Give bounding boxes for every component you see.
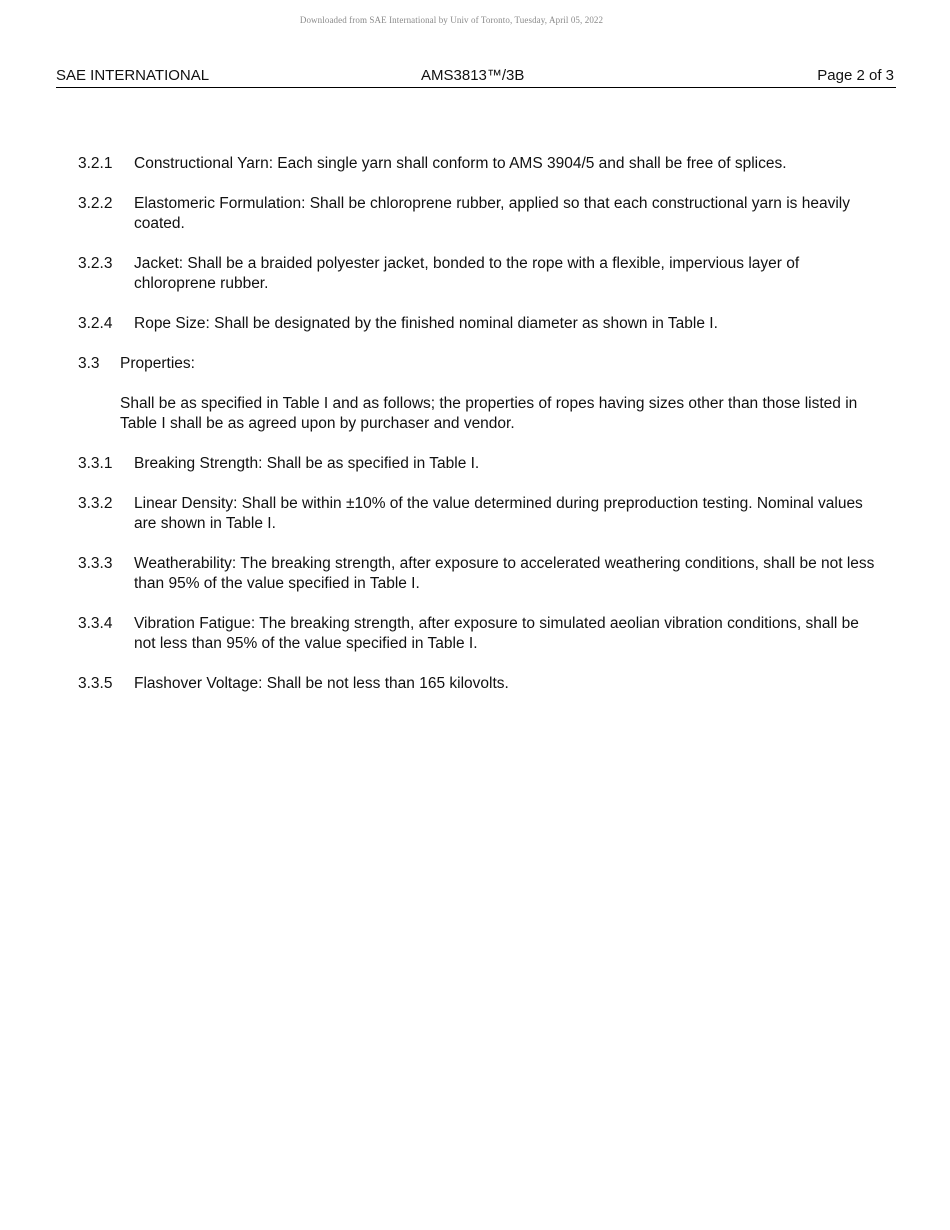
section-number: 3.2.1 [78, 155, 113, 172]
section-text: Rope Size: Shall be designated by the finished nominal diameter as shown in Table I. [134, 315, 718, 332]
section-number: 3.3.4 [78, 615, 113, 632]
section-text: Breaking Strength: Shall be as specified in Table I. [134, 455, 480, 472]
section-3-3-intro [78, 394, 878, 434]
section-3-3-2 [78, 494, 878, 534]
section-text: Jacket: Shall be a braided polyester jacket, bonded to the rope with a flexible, impervious layer of chloroprene rubber. [134, 255, 800, 292]
section-text: Linear Density: Shall be within ±10% of the value determined during preproduction testing. Nominal values are shown in Table I. [134, 495, 863, 532]
section-number: 3.3 [78, 355, 100, 372]
document-body [78, 154, 878, 714]
section-text: Vibration Fatigue: The breaking strength, after exposure to simulated aeolian vibration conditions, shall be not less than 95% of the value specified in Table I. [134, 615, 859, 652]
section-text: Elastomeric Formulation: Shall be chloroprene rubber, applied so that each constructional yarn is heavily coated. [134, 195, 850, 232]
page-header [56, 66, 896, 88]
section-3-3-1 [78, 454, 878, 474]
section-3-3-4 [78, 614, 878, 654]
section-number: 3.2.3 [78, 255, 113, 272]
section-3-3-3 [78, 554, 878, 594]
header-document-id: AMS3813™/3B [421, 67, 525, 84]
section-number: 3.3.2 [78, 495, 113, 512]
section-3-3-5 [78, 674, 878, 694]
section-number: 3.2.2 [78, 195, 113, 212]
section-text: Weatherability: The breaking strength, after exposure to accelerated weathering conditions, shall be not less than 95% of the value specified in Table I. [134, 555, 875, 592]
section-3-2-2 [78, 194, 878, 234]
download-watermark: Downloaded from SAE International by Univ of Toronto, Tuesday, April 05, 2022 [299, 15, 604, 25]
section-number: 3.3.1 [78, 455, 113, 472]
section-number: 3.2.4 [78, 315, 113, 332]
section-heading: Properties: [120, 355, 195, 372]
section-text: Constructional Yarn: Each single yarn shall conform to AMS 3904/5 and shall be free of splices. [134, 155, 787, 172]
header-page-number: Page 2 of 3 [817, 67, 894, 84]
section-text: Shall be as specified in Table I and as follows; the properties of ropes having sizes other than those listed in Table I shall be as agreed upon by purchaser and vendor. [120, 395, 858, 432]
section-3-2-3 [78, 254, 878, 294]
section-text: Flashover Voltage: Shall be not less than 165 kilovolts. [134, 675, 509, 692]
section-3-2-4 [78, 314, 878, 334]
section-number: 3.3.5 [78, 675, 113, 692]
header-organization: SAE INTERNATIONAL [56, 67, 210, 84]
section-3-2-1 [78, 154, 878, 174]
section-3-3 [78, 354, 878, 374]
section-number: 3.3.3 [78, 555, 113, 572]
